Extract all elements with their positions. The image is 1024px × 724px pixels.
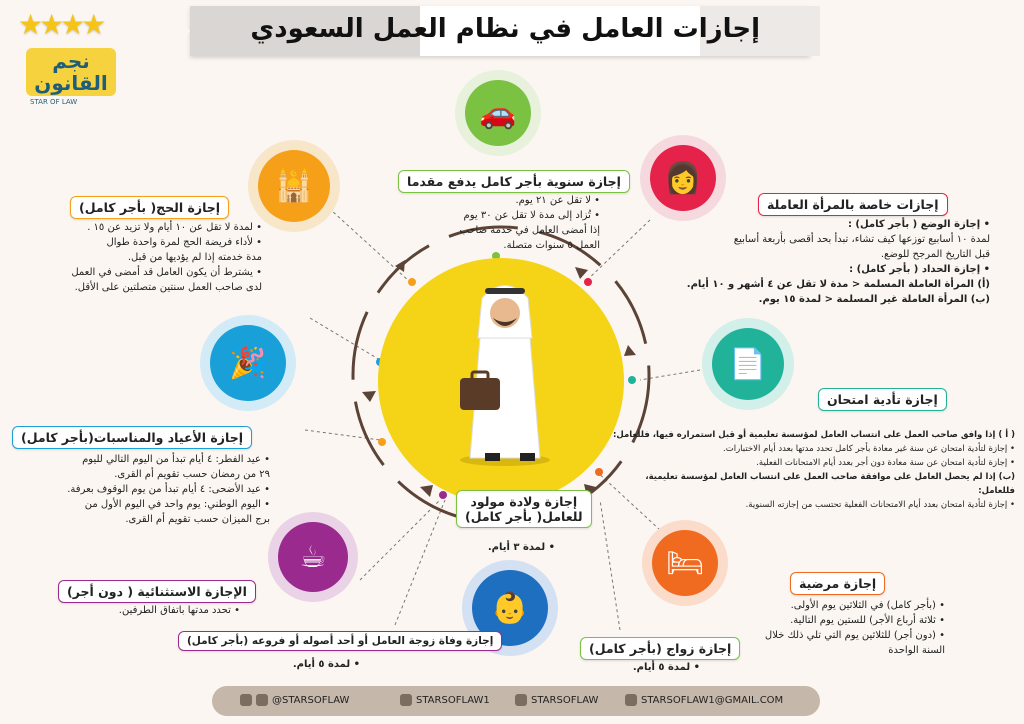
holidays-leave-badge <box>200 315 296 411</box>
marriage-leave-title: إجازة زواج (بأجر كامل) <box>580 637 740 660</box>
sick-leave-badge <box>642 520 728 606</box>
bereavement-leave-text: • لمدة ٥ أيام. <box>292 659 360 670</box>
footer-snapchat[interactable]: STARSOFLAW1 <box>400 694 490 706</box>
women-leave-title: إجازات خاصة بالمرأة العاملة <box>758 193 948 216</box>
annual-leave-badge <box>455 70 541 156</box>
worker-illustration <box>430 268 580 468</box>
women-leave-text: • إجازة الوضع ( بأجر كامل) : لمدة ١٠ أسابيع توزعها كيف تشاء، تبدأ بحد أقصى بأربعة أسابيع قبل التاريخ المرجح للوضع. • إجازة الحداد ( بأجر كامل) : (أ) المرأة العاملة المسلمة < مدة لا تقل عن ٤ أشهر و ١٠ أيام. (ب) المرأة العاملة غير المسلمة < لمدة ١٥ يوم. <box>686 219 990 305</box>
hajj-leave-badge <box>248 140 340 232</box>
exceptional-leave-title: الإجازة الاستثنائية ( دون أجر) <box>58 580 256 603</box>
exam-leave-badge <box>702 318 794 410</box>
baby-icon: 👶 <box>472 570 548 646</box>
bed-icon: 🛏 <box>652 530 718 596</box>
exceptional-leave-text: • تحدد مدتها باتفاق الطرفين. <box>118 605 240 616</box>
hajj-leave-title: إجازة الحج( بأجر كامل) <box>70 196 229 219</box>
hajj-leave-text: • لمدة لا تقل عن ١٠ أيام ولا تزيد عن ١٥ . • لأداء فريضة الحج لمرة واحدة طوال مدة خدمته إذا لم يؤديها من قبل. • يشترط أن يكون العامل قد أمضى في العمل لدى صاحب العمل سنتين متصلتين على الأقل. <box>71 222 262 293</box>
instagram-icon <box>240 694 252 706</box>
twitter-icon <box>256 694 268 706</box>
exam-leave-title: إجازة تأدية امتحان <box>818 388 947 411</box>
party-icon: 🎉 <box>210 325 286 401</box>
sick-leave-text: • (بأجر كامل) في الثلاثين يوم الأولى. • ثلاثة أرباع الأجر) للستين يوم التالية. • (دون أجر) للثلاثين يوم التي تلي ذلك خلال السنة الواحدة <box>764 600 945 656</box>
holidays-leave-text: • عيد الفطر: ٤ أيام تبدأ من اليوم التالي لليوم ٢٩ من رمضان حسب تقويم أم القرى. • عيد الأضحى: ٤ أيام تبدأ من يوم الوقوف بعرفة. • اليوم الوطني: يوم واحد في اليوم الأول من برج الميزان حسب تقويم أم القرى. <box>67 454 270 525</box>
marriage-leave-text: • لمدة ٥ أيام. <box>632 662 700 673</box>
coffee-icon: ☕ <box>278 522 348 592</box>
logo-sub: STAR OF LAW <box>30 98 78 106</box>
mail-icon <box>625 694 637 706</box>
papers-icon: 📄 <box>712 328 784 400</box>
exceptional-leave-badge <box>268 512 358 602</box>
annual-leave-text: • لا تقل عن ٢١ يوم. • تُزاد إلى مدة لا تقل عن ٣٠ يوم إذا أمضى العامل في خدمة صاحب العمل ٥ سنوات متصلة. <box>459 195 600 251</box>
logo-name: نجم القانون <box>26 48 116 96</box>
footer-instagram-twitter[interactable]: @STARSOFLAW <box>240 694 349 706</box>
car-icon: 🚗 <box>465 80 531 146</box>
snapchat-icon <box>400 694 412 706</box>
woman-icon: 👩 <box>650 145 716 211</box>
footer-email[interactable]: STARSOFLAW1@GMAIL.COM <box>625 694 783 706</box>
stars-icon: ★★★★ <box>18 8 103 41</box>
women-leave-badge <box>640 135 726 221</box>
newborn-leave-text: • لمدة ٣ أيام. <box>487 542 555 553</box>
newborn-leave-title: إجازة ولادة مولود للعامل( بأجر كامل) <box>456 490 592 528</box>
youtube-icon <box>515 694 527 706</box>
sick-leave-title: إجازة مرضية <box>790 572 885 595</box>
exam-leave-text: ( أ ) إذا وافق صاحب العمل على انتساب العامل لمؤسسة تعليمية أو قبل استمراره فيها، فللعامل: • إجازة لتأدية امتحان عن سنة غير معادة بأجر كامل تحدد مدتها بعدد أيام الاختبارات. • إجازة لتأدية امتحان عن سنة معادة دون أجر بعدد أيام الامتحانات الفعلية. (ب) إذا لم يحصل العامل على موافقة صاحب العمل على انتساب العامل لمؤسسة تعليمية، فللعامل: • إجازة لتأدية امتحان بعدد أيام الامتحانات الفعلية تحتسب من إجازته السنوية. <box>613 430 1015 510</box>
mosque-icon: 🕌 <box>258 150 330 222</box>
page-title: إجازات العامل في نظام العمل السعودي <box>250 14 760 44</box>
bereavement-leave-title: إجازة وفاة زوجة العامل أو أحد أصوله أو فروعه (بأجر كامل) <box>178 631 502 651</box>
annual-leave-title: إجازة سنوية بأجر كامل يدفع مقدما <box>398 170 630 193</box>
holidays-leave-title: إجازة الأعياد والمناسبات(بأجر كامل) <box>12 426 252 449</box>
footer-youtube[interactable]: STARSOFLAW <box>515 694 598 706</box>
